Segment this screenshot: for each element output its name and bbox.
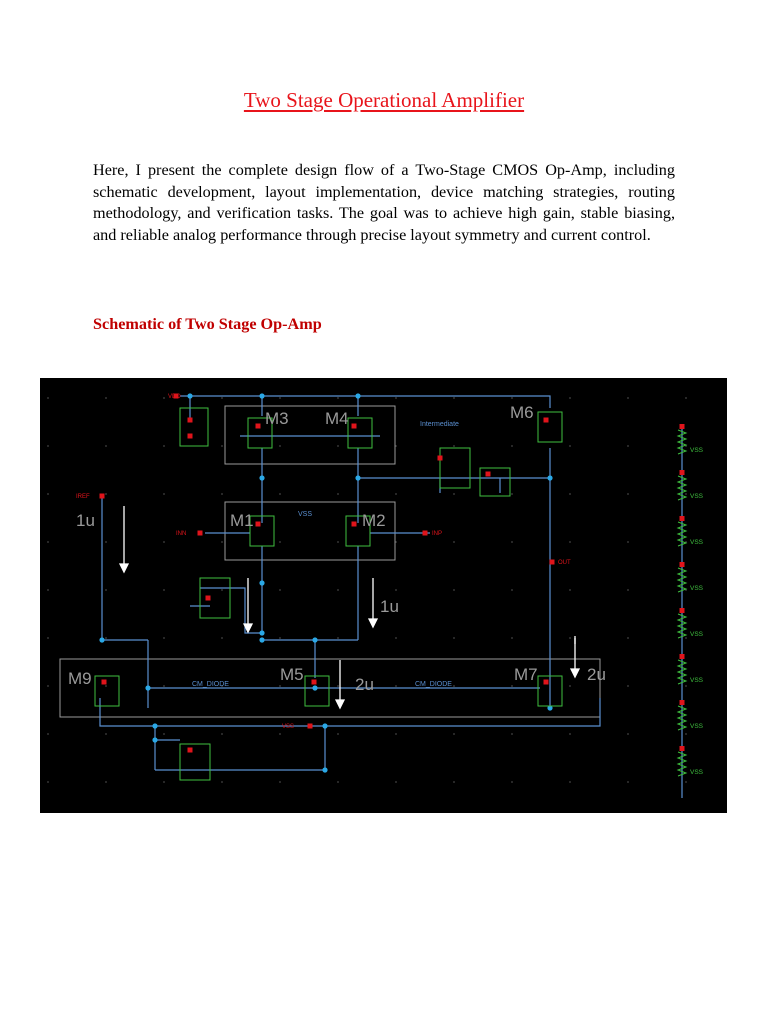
grid-dot bbox=[569, 589, 571, 591]
grid-dot bbox=[221, 589, 223, 591]
pin-terminal bbox=[352, 522, 357, 527]
grid-dot bbox=[453, 445, 455, 447]
grid-dot bbox=[105, 637, 107, 639]
grid-dot bbox=[47, 445, 49, 447]
grid-dot bbox=[511, 397, 513, 399]
grid-dot bbox=[221, 781, 223, 783]
grid-dot bbox=[47, 685, 49, 687]
grid-dot bbox=[337, 733, 339, 735]
grid-dot bbox=[511, 637, 513, 639]
pin-inp-label: INP bbox=[432, 531, 443, 537]
grid-dot bbox=[511, 589, 513, 591]
resistor-terminal bbox=[680, 654, 685, 659]
grid-dot bbox=[47, 589, 49, 591]
grid-dot bbox=[395, 589, 397, 591]
grid-dot bbox=[279, 541, 281, 543]
label-m4: M4 bbox=[325, 409, 349, 428]
resistor-vss-label: VSS bbox=[690, 447, 704, 454]
grid-dot bbox=[221, 541, 223, 543]
grid-dot bbox=[511, 685, 513, 687]
grid-dot bbox=[105, 685, 107, 687]
grid-dot bbox=[569, 445, 571, 447]
pin-terminal bbox=[206, 596, 211, 601]
pin-out-label: OUT bbox=[558, 560, 571, 566]
grid-dot bbox=[395, 637, 397, 639]
grid-dot bbox=[47, 397, 49, 399]
pin-terminal bbox=[102, 680, 107, 685]
grid-dot bbox=[685, 685, 687, 687]
grid-dot bbox=[279, 493, 281, 495]
pin-terminal bbox=[352, 424, 357, 429]
grid-dot bbox=[221, 637, 223, 639]
grid-dot bbox=[627, 685, 629, 687]
grid-dot bbox=[453, 733, 455, 735]
net-cm-diode-left: CM_DIODE bbox=[192, 681, 229, 688]
schematic-figure bbox=[40, 378, 727, 813]
box-m3-m4 bbox=[225, 406, 395, 464]
label-diode-current: 1u bbox=[380, 597, 399, 616]
grid-dot bbox=[685, 397, 687, 399]
grid-dot bbox=[511, 445, 513, 447]
grid-dot bbox=[395, 781, 397, 783]
grid-dot bbox=[453, 781, 455, 783]
label-m5: M5 bbox=[280, 665, 304, 684]
resistor-terminal bbox=[680, 608, 685, 613]
label-m1: M1 bbox=[230, 511, 254, 530]
grid-dot bbox=[105, 589, 107, 591]
grid-dot bbox=[569, 493, 571, 495]
grid-dot bbox=[47, 781, 49, 783]
grid-dot bbox=[569, 397, 571, 399]
resistor-vss-label: VSS bbox=[690, 585, 704, 592]
grid-dot bbox=[221, 493, 223, 495]
grid-dot bbox=[395, 493, 397, 495]
resistor-terminal bbox=[680, 470, 685, 475]
label-m2: M2 bbox=[362, 511, 386, 530]
grid-dot bbox=[627, 733, 629, 735]
grid-dot bbox=[47, 493, 49, 495]
grid-dot bbox=[337, 397, 339, 399]
grid-dot bbox=[163, 733, 165, 735]
resistor-vss-label: VSS bbox=[690, 723, 704, 730]
pin-iref-label: IREF bbox=[76, 494, 90, 500]
pin-terminal bbox=[188, 748, 193, 753]
grid-dot bbox=[163, 397, 165, 399]
pin-terminal bbox=[198, 531, 203, 536]
grid-dot bbox=[453, 541, 455, 543]
pin-terminal bbox=[550, 560, 555, 565]
schematic-grid bbox=[47, 397, 687, 783]
grid-dot bbox=[163, 781, 165, 783]
grid-dot bbox=[685, 733, 687, 735]
grid-dot bbox=[105, 781, 107, 783]
current-arrows bbox=[120, 506, 579, 708]
pin-terminal bbox=[188, 418, 193, 423]
grid-dot bbox=[569, 733, 571, 735]
grid-dot bbox=[221, 397, 223, 399]
label-m6: M6 bbox=[510, 403, 534, 422]
grid-dot bbox=[453, 589, 455, 591]
grid-dot bbox=[395, 397, 397, 399]
net-vss: VSS bbox=[298, 511, 313, 518]
document-title: Two Stage Operational Amplifier bbox=[243, 88, 525, 112]
pin-terminal bbox=[188, 434, 193, 439]
grid-dot bbox=[105, 445, 107, 447]
grid-dot bbox=[47, 637, 49, 639]
grid-dot bbox=[163, 493, 165, 495]
grid-dot bbox=[47, 733, 49, 735]
grid-dot bbox=[337, 541, 339, 543]
label-bias-current: 1u bbox=[76, 511, 95, 530]
pin-terminal bbox=[438, 456, 443, 461]
grid-dot bbox=[685, 493, 687, 495]
grid-dot bbox=[47, 541, 49, 543]
grid-dot bbox=[511, 493, 513, 495]
pin-terminal bbox=[256, 522, 261, 527]
grid-dot bbox=[163, 589, 165, 591]
label-output-current: 2u bbox=[587, 665, 606, 684]
label-m3: M3 bbox=[265, 409, 289, 428]
grid-dot bbox=[163, 445, 165, 447]
grid-dot bbox=[279, 685, 281, 687]
grid-dot bbox=[105, 733, 107, 735]
pin-terminal bbox=[486, 472, 491, 477]
grid-dot bbox=[453, 685, 455, 687]
grid-dot bbox=[627, 637, 629, 639]
pin-vss-label: VSS bbox=[282, 724, 295, 730]
grid-dot bbox=[105, 397, 107, 399]
resistor-vss-label: VSS bbox=[690, 631, 704, 638]
grid-dot bbox=[569, 541, 571, 543]
grid-dot bbox=[221, 445, 223, 447]
grid-dot bbox=[163, 637, 165, 639]
pin-terminal bbox=[423, 531, 428, 536]
grid-dot bbox=[627, 781, 629, 783]
grid-dot bbox=[279, 589, 281, 591]
pin-terminal bbox=[100, 494, 105, 499]
grid-dot bbox=[279, 397, 281, 399]
grid-dot bbox=[627, 541, 629, 543]
grid-dot bbox=[569, 637, 571, 639]
net-cm-diode-right: CM_DIODE bbox=[415, 681, 452, 688]
pin-terminal bbox=[256, 424, 261, 429]
intro-paragraph: Here, I present the complete design flow of a Two-Stage CMOS Op-Amp, including schematic development, layout implementation, device matching strategies, routing methodology, and verification tasks. The goal was to achieve high gain, stable biasing, and reliable analog performance through precise layout symmetry and current control. bbox=[93, 161, 675, 244]
grid-dot bbox=[337, 685, 339, 687]
grid-dot bbox=[279, 637, 281, 639]
grid-dot bbox=[337, 637, 339, 639]
grid-dot bbox=[685, 781, 687, 783]
label-m7: M7 bbox=[514, 665, 538, 684]
grid-dot bbox=[569, 781, 571, 783]
schematic-svg bbox=[40, 378, 727, 813]
grid-dot bbox=[279, 445, 281, 447]
grid-dot bbox=[279, 733, 281, 735]
grid-dot bbox=[279, 781, 281, 783]
pin-terminal bbox=[312, 680, 317, 685]
grid-dot bbox=[511, 733, 513, 735]
resistor-vss-label: VSS bbox=[690, 769, 704, 776]
grid-dot bbox=[105, 541, 107, 543]
resistor-terminal bbox=[680, 424, 685, 429]
grid-dot bbox=[337, 493, 339, 495]
resistor-terminal bbox=[680, 562, 685, 567]
grid-dot bbox=[627, 445, 629, 447]
label-tail-current: 2u bbox=[355, 675, 374, 694]
grid-dot bbox=[627, 397, 629, 399]
resistor-vss-label: VSS bbox=[690, 539, 704, 546]
pins bbox=[100, 394, 555, 753]
grid-dot bbox=[685, 637, 687, 639]
net-intermediate: Intermediate bbox=[420, 421, 459, 428]
pin-inn-label: INN bbox=[176, 531, 187, 537]
resistor-terminal bbox=[680, 700, 685, 705]
label-m9: M9 bbox=[68, 669, 92, 688]
pin-terminal bbox=[308, 724, 313, 729]
grid-dot bbox=[453, 493, 455, 495]
junctions bbox=[99, 393, 552, 772]
pin-terminal bbox=[544, 680, 549, 685]
pin-vdd-label: VDD bbox=[168, 394, 181, 400]
grid-dot bbox=[569, 685, 571, 687]
grid-dot bbox=[337, 589, 339, 591]
section-heading: Schematic of Two Stage Op-Amp bbox=[93, 315, 322, 333]
grid-dot bbox=[337, 445, 339, 447]
grid-dot bbox=[395, 733, 397, 735]
resistor-vss-label: VSS bbox=[690, 677, 704, 684]
grid-dot bbox=[105, 493, 107, 495]
grid-dot bbox=[163, 541, 165, 543]
grid-dot bbox=[511, 541, 513, 543]
grid-dot bbox=[395, 685, 397, 687]
grid-dot bbox=[627, 493, 629, 495]
grid-dot bbox=[453, 637, 455, 639]
grid-dot bbox=[453, 397, 455, 399]
grid-dot bbox=[337, 781, 339, 783]
grid-dot bbox=[221, 733, 223, 735]
grid-dot bbox=[627, 589, 629, 591]
resistor-terminal bbox=[680, 746, 685, 751]
pin-terminal bbox=[544, 418, 549, 423]
resistor-terminal bbox=[680, 516, 685, 521]
resistor-vss-label: VSS bbox=[690, 493, 704, 500]
grid-dot bbox=[163, 685, 165, 687]
grid-dot bbox=[511, 781, 513, 783]
